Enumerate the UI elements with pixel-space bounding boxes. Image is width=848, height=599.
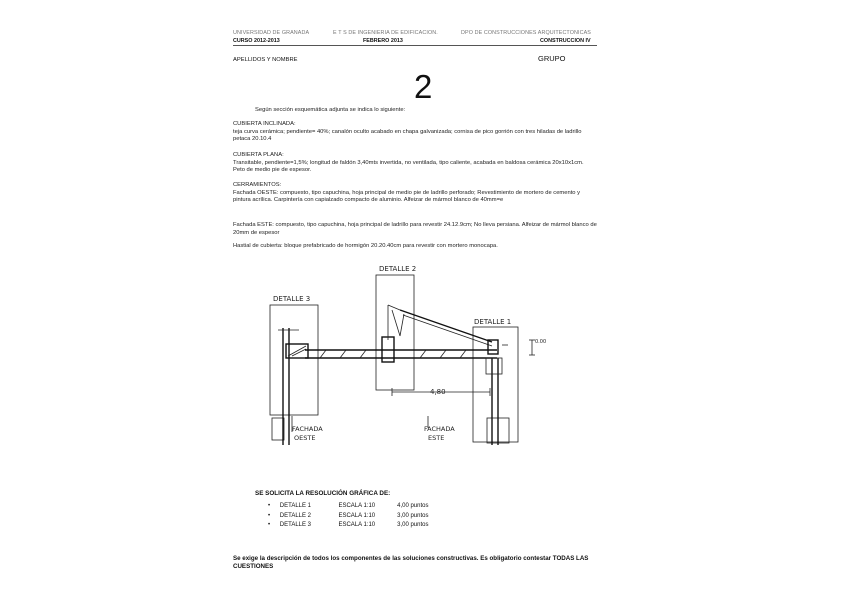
header-course: CURSO 2012-2013: [233, 38, 280, 44]
request-item-points: 3,00 puntos: [397, 522, 429, 528]
request-item-points: 3,00 puntos: [397, 513, 429, 519]
dimension-label: 4,80: [430, 388, 446, 396]
facade-east-label-2: ESTE: [428, 434, 445, 442]
east-cornice: [488, 340, 498, 354]
walls-title: CERRAMIENTOS:: [233, 182, 282, 188]
detail-2-label: DETALLE 2: [379, 265, 417, 273]
request-item-detail: DETALLE 2: [279, 513, 312, 519]
bullet-icon: •: [268, 522, 271, 528]
header-date: FEBRERO 2013: [363, 38, 403, 44]
roof-flat-text: Transitable, pendiente=1,5%; longitud de faldón 3,40mts invertida, no ventilada, tipo caliente, acabada en baldosa cerámica 20x10x1cm. Peto de medio pie de espesor.: [233, 159, 584, 174]
group-label: GRUPO: [538, 54, 566, 63]
bullet-icon: •: [268, 503, 271, 509]
detail-1-box: [473, 327, 518, 442]
request-item-detail: DETALLE 3: [279, 522, 312, 528]
walls-west-text: Fachada OESTE: compuesto, tipo capuchina, hoja principal de medio pie de ladrillo perforado; Revestimiento de mortero de cemento y pintura acrílica. Carpintería con capialzado compacto de aluminio. Alfeizar de mármol blanco de 40mm=e: [233, 189, 581, 204]
student-name-label: APELLIDOS Y NOMBRE: [233, 57, 298, 63]
facade-west-label-1: FACHADA: [292, 425, 323, 433]
gable-text: Hastial de cubierta: bloque prefabricado de hormigón 20.20.40cm para revestir con mortero monocapa.: [233, 243, 498, 249]
exercise-number: 2: [414, 68, 433, 105]
header-subject: CONSTRUCCION IV: [540, 38, 591, 44]
header-university: UNIVERSIDAD DE GRANADA: [233, 30, 310, 36]
detail-2-box: [376, 275, 414, 390]
request-item-detail: DETALLE 1: [279, 503, 312, 509]
request-item-points: 4,00 puntos: [397, 503, 429, 509]
request-item-scale: ESCALA 1:10: [338, 522, 376, 528]
request-item: [268, 513, 428, 519]
detail-1-label: DETALLE 1: [474, 318, 512, 326]
roof-inclined-text: teja curva cerámica; pendiente= 40%; canalón oculto acabado en chapa galvanizada; cornisa de pico gorrión con tres hiladas de ladrillo petaca 20.10.4: [233, 128, 582, 143]
roof-flat-title: CUBIERTA PLANA:: [233, 152, 284, 158]
header-school: E T S DE INGENIERIA DE EDIFICACION.: [333, 30, 438, 36]
facade-west-label-2: OESTE: [294, 434, 316, 442]
request-item-scale: ESCALA 1:10: [338, 503, 376, 509]
request-item: [268, 503, 428, 509]
level-label: 0.00: [535, 339, 547, 345]
detail-3-lower-box: [272, 418, 284, 440]
detail-3-label: DETALLE 3: [273, 295, 311, 303]
request-item-scale: ESCALA 1:10: [338, 513, 376, 519]
intro-text: Según sección esquemática adjunta se indica lo siguiente:: [255, 107, 406, 113]
detail-3-box: [270, 305, 318, 415]
walls-east-text: Fachada ESTE: compuesto, tipo capuchina, hoja principal de ladrillo para revestir 24.12.9cm; No lleva persiana. Alfeizar de mármol blanco de 20mm de espesor: [233, 222, 597, 236]
request-item: [268, 522, 428, 528]
footer-note: Se exige la descripción de todos los componentes de las soluciones constructivas. Es obligatorio contestar TODAS LAS CUESTIONES: [233, 555, 589, 570]
request-title: SE SOLICITA LA RESOLUCIÓN GRÁFICA DE:: [255, 490, 391, 497]
roof-inclined-title: CUBIERTA INCLINADA:: [233, 121, 296, 127]
header-department: DPO DE CONSTRUCCIONES ARQUITECTONICAS: [461, 30, 591, 36]
facade-east-label-1: FACHADA: [424, 425, 455, 433]
bullet-icon: •: [268, 513, 271, 519]
